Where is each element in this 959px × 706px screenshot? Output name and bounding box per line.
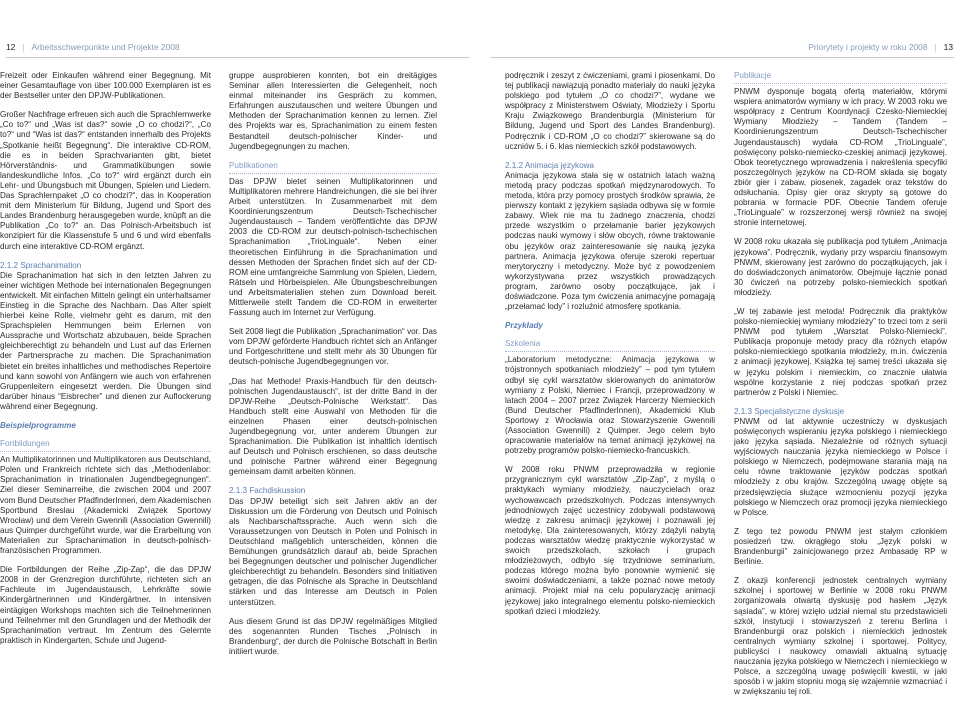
paragraph: W 2008 roku ukazała się publikacja pod tytułem „Animacja językowa”. Podręcznik, wydany przy wsparciu finansowym PNWM, skierowany jest zarówno do początkujących, jak i do doświadczonych animatorów. Obejmuje łącznie ponad 30 ćwiczeń na potrzeby polsko-niemieckich spotkań młodzieży.: [734, 237, 947, 297]
paragraph: Z okazji konferencji jednostek centralnych wymiany szkolnej i sportowej w Berlinie w 2008 roku PNWM zorganizowała otwartą dyskusję pod hasłem „Język sąsiada”, w której wzięło udział niemal stu przedstawicieli szkół, instytucji i stowarzyszeń z terenu Berlina i Brandenburgii oraz polskich i niemieckich jednostek centralnych wymiany szkolnej i sportowej. Politycy, publicyści i naukowcy omawiali aktualną sytuację nauczania języka polskiego w Niemczech i niemieckiego w Polsce, a szczególną uwagę poświęcili kwestii, w jaki sposób i w jakim stopniu mogą się wzajemnie wzmacniać i w zwiększaniu tej roli.: [734, 576, 947, 697]
paragraph: podręcznik i zeszyt z ćwiczeniami, grami i piosenkami. Do tej publikacji nawiązują ponadto materiały do nauki języka polskiego pod tytułem „O co chodzi?”, wydane we współpracy z Ministerstwem Oświaty, Młodzieży i Sportu Kraju Związkowego Brandenburgia (Ministerium für Bildung, Jugend und Sport des Landes Brandenburg). Podręcznik i CD-ROM „O co chodzi?” skierowane są do uczniów 5. i 6. klas niemieckich szkół podstawowych.: [505, 71, 715, 151]
paragraph: Das DPJW beteiligt sich seit Jahren aktiv an der Diskussion um die Förderung von Deutsch und Polnisch als Nachbarschaftssprache. Auch wenn sich die Voraussetzungen von Deutsch in Polen und Polnisch in Deutschland maßgeblich unterscheiden, können die Bemühungen grundsätzlich darauf ab, beide Sprachen bei Begegnungen deutscher und polnischer Jugendlicher gleichberechtigt zu behandeln. Besonders sind Initiativen getragen, die das Polnische als Sprache in Deutschland stärken und das Interesse am Deutsch in Polen unterstützen.: [229, 496, 437, 607]
column-german-1: [0, 71, 211, 655]
paragraph: Großer Nachfrage erfreuen sich auch die Sprachlernwerke „Co to?“ und „Was ist das?“ sowie „O co chodzi?“, „Co to?“ und “Was ist das?“ entstanden innerhalb des Projekts „Spotkanie heißt Begegnung“. Die interaktive CD-ROM, die es in beiden Sprachvarianten gibt, bietet Hörverständnis- und Grammatikübungen sowie landeskundliche Infos. „Co to?“ wird ergänzt durch ein Lehr- und Übungsbuch mit Übungen, Spielen und Liedern. Das Sprachlernpaket „O co chodzi?“, das in Kooperation mit dem Ministerium für Bildung, Jugend und Sport des Landes Brandenburg herausgegeben wurde, knüpft an die Publikation „Co to?“ an. Das Polnisch-Arbeitsbuch ist konzipiert für die Klassenstufe 5 und 6 und wird ebenfalls durch eine interaktive CD-ROM ergänzt.: [0, 110, 211, 251]
header-separator-left: |: [22, 42, 25, 52]
column-polish-2: [734, 71, 947, 706]
running-header: [0, 0, 959, 52]
subsection-heading-fortbildungen: Fortbildungen: [0, 439, 211, 452]
paragraph: Die Fortbildungen der Reihe „Zip-Zap“, die das DPJW 2008 in der Grenzregion durchführte, richteten sich an Fachleute im Jugendaustausch, Lehrkräfte sowie Kindergärtnerinnen und Kindergärtner. In intensiven eintägigen Workshops machten sich die Teilnehmerinnen und Teilnehmer mit den Grundlagen und der Methodik der Sprachanimation vertraut. Im Zentrum des Gelernte praktisch in Kindergarten, Schule und Jugend-: [0, 565, 211, 645]
examples-heading: Przykłady: [505, 321, 543, 331]
section-heading-dyskusje: 2.1.3 Specjalistyczne dyskusje: [734, 406, 845, 416]
header-rule-left: [6, 57, 470, 58]
right-page-number: 13: [943, 42, 953, 52]
header-rule-right: [490, 57, 954, 58]
header-right: [808, 42, 953, 52]
paragraph: Seit 2008 liegt die Publikation „Sprachanimation“ vor. Das vom DPJW geförderte Handbuch richtet sich an Anfänger und Fortgeschrittene und stellt mehr als 30 Übungen für deutsch-polnische Jugendbegegnungen vor.: [229, 327, 437, 367]
subsection-heading-publikacje: Publikacje: [734, 71, 947, 84]
paragraph: „Laboratorium metodyczne: Animacja językowa w trójstronnych spotkaniach młodzieży” – pod tym tytułem odbył się cykl warsztatów skierowanych do animatorów wymiany z Polski, Niemiec i Francji, przeprowadzony w latach 2004 – 2007 przez Związek Harcerzy Niemieckich (Bund Deutscher PfadfinderInnen), Akademicki Klub Sportowy z Wrocławia oraz Stowarzyszenie Gwennili (Association Gwennili) z Quimper. Jego celem było opracowanie materiałów na temat animacji językowej na potrzeby programów polsko-niemiecko-francuskich.: [505, 355, 715, 456]
paragraph: Aus diesem Grund ist das DPJW regelmäßiges Mitglied des sogenannten Runden Tisches „Polnisch in Brandenburg“, der durch die Polnische Botschaft in Berlin initiiert wurde.: [229, 616, 437, 656]
paragraph: Animacja językowa stała się w ostatnich latach ważną metodą pracy podczas spotkań międzynarodowych. To metoda, która przy pomocy prostych środków sprawia, że pierwszy kontakt z językiem sąsiada odbywa się w formie zabawy. Wiek nie ma tu żadnego znaczenia, chodzi przede wszystkim o przełamanie barier językowych podczas nauki wymowy i słów obcych, równe traktowanie obu języków oraz zainteresowanie się nauką języka partnera. Animacja językowa oferuje szeroki repertuar merytoryczny i metodyczny. Może być z powodzeniem wykorzystywana przez wszystkich prowadzących program, zarówno osoby początkujące, jak i doświadczone. Poza tym ćwiczenia animacyjne pomagają „przełamać lody” i rozluźnić atmosferę spotkania.: [505, 170, 715, 312]
paragraph: Freizeit oder Einkaufen während einer Begegnung. Mit einer Gesamtauflage von über 100.000 Exemplaren ist es der Bestseller unter den DPJW-Publikationen.: [0, 71, 211, 101]
column-german-2: [229, 71, 437, 666]
header-left: [6, 42, 180, 52]
paragraph: Die Sprachanimation hat sich in den letzten Jahren zu einer wichtigen Methode bei internationalen Begegnungen entwickelt. Mit einfachen Mitteln gelingt ein unterhaltsamer Einstieg in die Sprache des Nachbarn. Das Alter spielt hierbei keine Rolle, vielmehr geht es darum, mit den Sprachspielen Hemmungen beim Erlernen von Aussprache und Wortschatz abzubauen, beide Sprachen gleichberechtigt zu behandeln und Lust auf das Erlernen der Partnersprache zu machen. Die Sprachanimation bietet ein breites inhaltliches und methodisches Repertoire und kann sowohl von Anfängern wie auch von erfahrenen Gruppenleitern eingesetzt werden. Die Übungen sind darüber hinaus “Eisbrecher” und dienen zur Auflockerung während einer Begegnung.: [0, 270, 211, 411]
paragraph: Z tego też powodu PNWM jest stałym członkiem posiedzeń tzw. okrągłego stołu „Język polski w Brandenburgii” zainicjowanego przez Ambasadę RP w Berlinie.: [734, 526, 947, 567]
paragraph: W 2008 roku PNWM przeprowadziła w regionie przygranicznym cykl warsztatów „Zip-Zap”, z myślą o praktykach wymiany młodzieży, nauczycielach oraz wychowawcach przedszkolnych. Podczas intensywnych jednodniowych zajęć uczestnicy zdobywali podstawową wiedzę z zakresu animacji językowej i poznawali jej metodykę. Dla zainteresowanych, którzy zdążyli nabytą podczas warsztatów wiedzę praktycznie wykorzystać w swoich przedszkolach, szkołach i grupach młodzieżowych, odbyło się trzydniowe seminarium, podczas którego można było ponownie wymienić się swoimi doświadczeniami, a także poznać nowe metody animacji. Projekt miał na celu popularyzację animacji językowej jako integralnego elementu polsko-niemieckich spotkań dzieci i młodzieży.: [505, 465, 715, 616]
paragraph: PNWM od lat aktywnie uczestniczy w dyskusjach poświęconych wspieraniu języka polskiego i niemieckiego jako języka sąsiada. Niezależnie od różnych sytuacji wyjściowych nauczania języka niemieckiego w Polsce i polskiego w Niemczech, podejmowane starania mają na celu równe traktowanie języków podczas spotkań młodzieży z obu krajów. Szczególną uwagę objęte są przedsięwzięcia służące wzmocnieniu pozycji języka polskiego w Niemczech oraz promocji języka niemieckiego w Polsce.: [734, 416, 947, 517]
left-page-number: 12: [6, 42, 16, 52]
section-heading-animacja: 2.1.2 Animacja językowa: [505, 160, 594, 170]
subsection-heading-szkolenia: Szkolenia: [505, 339, 715, 352]
paragraph: „Das hat Methode! Praxis-Handbuch für den deutsch-polnischen Jugendaustausch“, ist der dritte Band in der DPJW-Reihe „Deutsch-Polnische Werkstatt“. Das Handbuch stellt eine Auswahl von Methoden für die einzelnen Phasen einer deutsch-polnischen Jugendbegegnung vor, unter anderem Übungen zur Sprachanimation. Die Publikation ist inhaltlich identisch auf Deutsch und Polnisch erschienen, so dass deutsche und polnische Partner während einer Begegnung gemeinsam damit arbeiten können.: [229, 376, 437, 477]
paragraph: „W tej zabawie jest metoda! Podręcznik dla praktyków polsko-niemieckiej wymiany młodzieży” to trzeci tom z serii PNWM pod tytułem „Warsztat Polsko-Niemiecki”. Publikacja proponuje metody pracy dla różnych etapów polsko-niemieckiego spotkania młodzieży, m.in. ćwiczenia z animacji językowej. Książka tej samej treści ukazała się w języku polskim i niemieckim, co znacznie ułatwia wspólne korzystanie z niej podczas spotkań przez partnerów z Polski i Niemiec.: [734, 306, 947, 397]
paragraph: Das DPJW bietet seinen Multiplikatorinnen und Multiplikatoren mehrere Handreichungen, die sie bei ihrer Arbeit unterstützen. In Zusammenarbeit mit dem Koordinierungszentrum Deutsch-Tschechischer Jugendaustausch – Tandem veröffentlichte das DPJW 2003 die CD-ROM zur deutsch-polnisch-tschechischen Sprachanimation „TrioLinguale“. Neben einer theoretischen Einführung in die Sprachanimation und dessen Methoden der Sprachen findet sich auf der CD-ROM eine umfangreiche Sammlung von Spielen, Liedern, Rätseln und Hörbeispielen. Alle Übungsbeschreibungen und Arbeitsmaterialien stehen zum Download bereit. Mittlerweile stellt Tandem die CD-ROM in erweiterter Fassung auch im Internet zur Verfügung.: [229, 176, 437, 318]
right-running-title: Priorytety i projekty w roku 2008: [808, 42, 928, 52]
header-separator-right: |: [934, 42, 937, 52]
left-running-title: Arbeitsschwerpunkte und Projekte 2008: [31, 42, 180, 52]
paragraph: gruppe ausprobieren konnten, bot ein dreitägiges Seminar allen Interessierten die Gelegenheit, noch einmal miteinander ins Gespräch zu kommen, Erfahrungen auszutauschen und weitere Übungen und Methoden der Sprachanimation kennen zu lernen. Ziel des Projekts war es, Sprachanimation zu einem festen Bestandteil deutsch-polnischer Kinder- und Jugendbegegnungen zu machen.: [229, 71, 437, 151]
examples-heading: Beispielprogramme: [0, 421, 76, 430]
subsection-heading-publikationen: Publikationen: [229, 161, 437, 174]
section-heading-sprachanimation: 2.1.2 Sprachanimation: [0, 260, 82, 270]
section-heading-fachdiskussion: 2.1.3 Fachdiskussion: [229, 486, 306, 496]
paragraph: An Multiplikatorinnen und Multiplikatoren aus Deutschland, Polen und Frankreich richtete sich das „Methodenlabor: Sprachanimation in trinationalen Jugendbegegnungen“. Ziel dieser Seminarreihe, die zwischen 2004 und 2007 vom Bund Deutscher PfadfinderInnen, dem Akademischen Sportbund Breslau (Akademicki Związek Sportowy Wrocław) und dem Verein Gwennili (Association Gwennili) aus Quimper durchgeführt wurde, war die Erarbeitung von Materialien zur Sprachanimation in deutsch-polnisch-französischen Programmen.: [0, 455, 211, 556]
paragraph: PNWM dysponuje bogatą ofertą materiałów, którymi wspiera animatorów wymiany w ich pracy. W 2003 roku we współpracy z Centrum Koordynacji Czesko-Niemieckiej Wymiany Młodzieży – Tandem (Tandem – Koordinierungszentrum Deutsch-Tschechischer Jugendaustausch) wydała CD-ROM „TrioLinguale”, poświęcony polsko-niemiecko-czeskiej animacji językowej. Obok teoretycznego wprowadzenia i nakreślenia specyfiki poszczególnych języków na CD-ROM składa się bogaty zbiór gier i zabaw, piosenek, zagadek oraz tekstów do odsłuchania. Opisy gier oraz skrypty są gotowe do pobrania w formacie PDF. Obecnie Tandem oferuje „TrioLinguale” w rozszerzonej wersji również na swojej stronie internetowej.: [734, 87, 947, 228]
column-polish-1: [505, 71, 715, 626]
